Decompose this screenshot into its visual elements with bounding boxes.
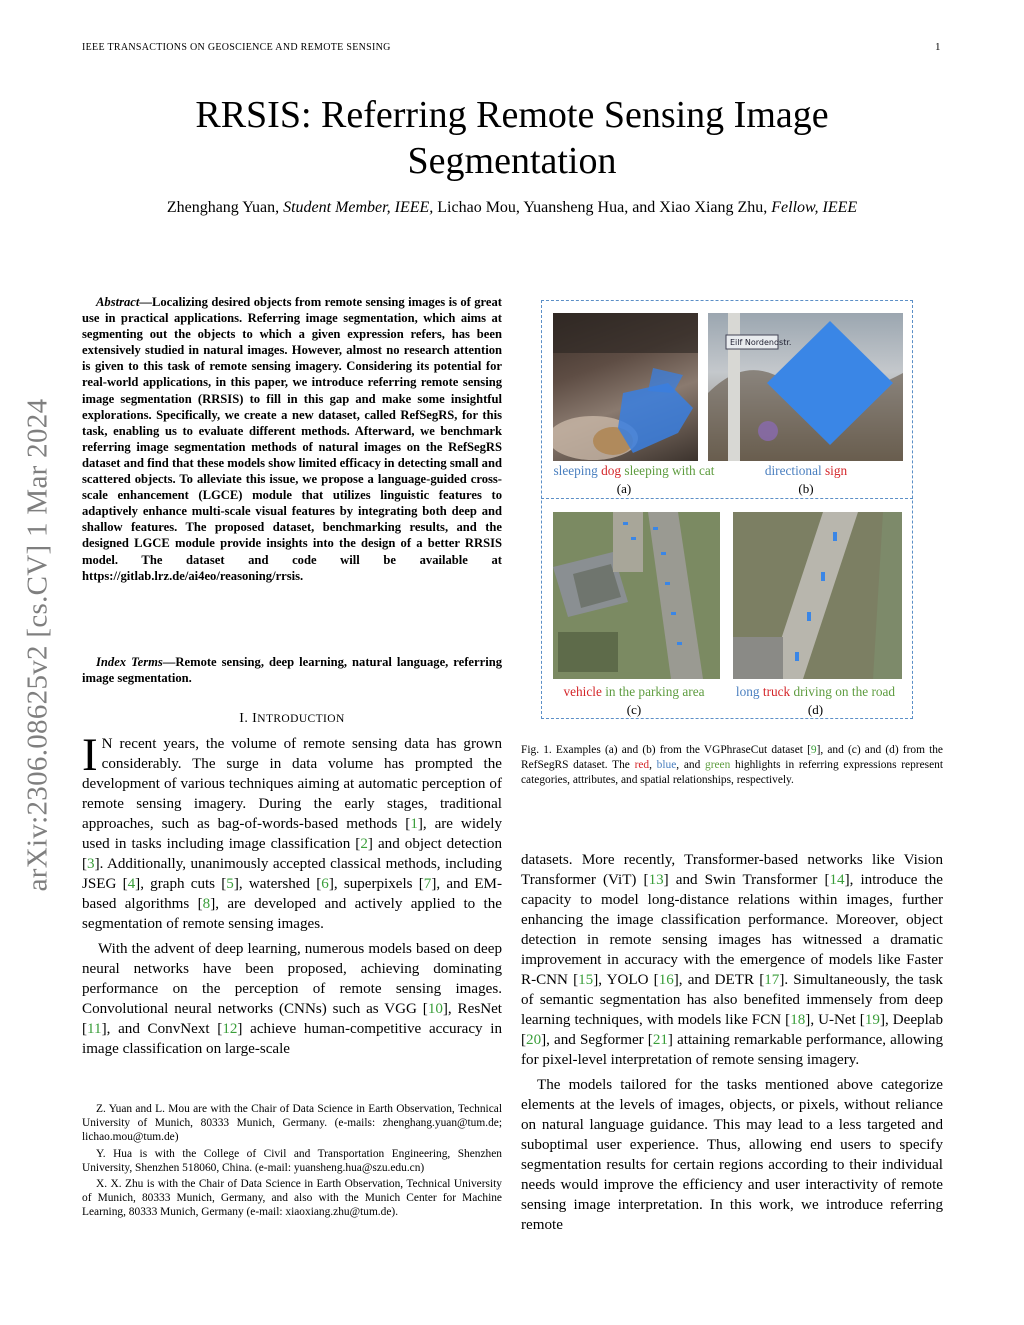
author-footnotes: [82, 1102, 502, 1222]
citation-link[interactable]: 16: [658, 972, 674, 988]
title-line-1: RRSIS: Referring Remote Sensing Image: [195, 94, 829, 136]
citation-link[interactable]: 3: [87, 856, 95, 872]
running-header: IEEE TRANSACTIONS ON GEOSCIENCE AND REMOTE SENSING: [82, 42, 391, 53]
citation-link[interactable]: 17: [764, 972, 780, 988]
intro-paragraph-1: I N recent years, the volume of remote sensing data has grown considerably. The surge in data volume has prompted the development of various techniques aiming at automatic perception of remote sensing imagery. During the early stages, traditional approaches, such as bag-of-words-based methods [1], are widely used in tasks including image classification [2] and object detection [3]. Additionally, unanimously accepted classical methods, including JSEG [4], graph cuts [5], watershed [6], superpixels [7], and EM-based algorithms [8], are developed and actively applied to the segmentation of remote sensing images.: [82, 729, 503, 932]
abstract-text: —Localizing desired objects from remote sensing images is of great use in practical applications. Referring image segmentation, which aims at segmenting out the objects to which a given expression refers, has been extensively studied in natural images. However, almost no research attention is given to this task of remote sensing imagery. Considering its potential for real-world applications, in this paper, we introduce referring remote sensing image segmentation (RRSIS) to fill in this gap and make some insightful explorations. Specifically, we create a new dataset, called RefSegRS, for this task, enabling us to evaluate different methods. Afterward, we benchmark referring image segmentation methods of natural images on the RefSegRS dataset and find that these models show limited efficacy in detecting small and scattered objects. To alleviate this issue, we propose a language-guided cross-scale enhancement (LGCE) module that utilizes linguistic features to adaptively enhance multi-scale visual features by integrating both deep and shallow features. The proposed dataset, benchmarking results, and the designed LGCE module provide insights into the design of a better RRSIS model. The dataset and code will be available at https://gitlab.lrz.de/ai4eo/reasoning/rrsis.: [82, 295, 502, 583]
footnote-3: X. X. Zhu is with the Chair of Data Science in Earth Observation, Technical University of Munich, 80333 Munich, Germany, and also with the Munich Center for Machine Learning, 80333 Munich, Germany (e-mail: xiaoxiang.zhu@tum.de).: [82, 1178, 502, 1219]
citation-link[interactable]: 2: [360, 836, 368, 852]
intro-paragraph-2: With the advent of deep learning, numerous models based on deep neural networks have been proposed, achieving dominating performance on the perception of remote sensing images. Convolutional neural networks (CNNs) such as VGG [10], ResNet [11], and ConvNext [12] achieve human-competitive accuracy in image classification on large-scale: [82, 941, 502, 1057]
citation-link[interactable]: 7: [423, 876, 432, 892]
caption-d-expression: long truck driving on the road: [735, 684, 896, 699]
arxiv-identifier: [8, 355, 68, 935]
citation-link[interactable]: 6: [321, 876, 329, 892]
footnote-1: Z. Yuan and L. Mou are with the Chair of Data Science in Earth Observation, Technical University of Munich, 80333 Munich, Germany. (e-mails: zhenghang.yuan@tum.de; lichao.mou@tum.de): [82, 1103, 502, 1144]
arxiv-identifier-text: arXiv:2306.08625v2 [cs.CV] 1 Mar 2024: [21, 398, 54, 892]
citation-link[interactable]: 18: [790, 1012, 806, 1028]
photo-sleeping-dog: [553, 313, 698, 461]
right-column-body: [521, 850, 943, 1235]
citation-link[interactable]: 13: [648, 872, 664, 888]
caption-b-expression: directional sign: [764, 463, 848, 478]
citation-link[interactable]: 9: [810, 744, 817, 756]
photo-road-aerial: [733, 512, 902, 679]
citation-link[interactable]: 21: [652, 1032, 668, 1048]
photo-directional-sign: [708, 313, 903, 461]
caption-d-label: (d): [807, 702, 824, 717]
abstract: [82, 294, 502, 584]
citation-link[interactable]: 15: [578, 972, 594, 988]
right-paragraph-1: datasets. More recently, Transformer-based networks like Vision Transformer (ViT) [13] and Swin Transformer [14], introduce the capacity to model long-distance relations within images, further enhancing the image classification performance. Moreover, object detection in remote sensing images has witnessed a dramatic improvement in accuracy with the emergence of models like Faster R-CNN [15], YOLO [16], and DETR [17]. Simultaneously, the task of semantic segmentation has also benefited immensely from deep learning techniques, with models like FCN [18], U-Net [19], Deeplab [20], and Segformer [21] attaining remarkable performance, allowing for pixel-level interpretation of remote sensing imagery.: [521, 852, 944, 1068]
title-line-2: Segmentation: [407, 140, 617, 182]
drop-cap: I: [82, 729, 98, 781]
author-1: Zhenghang Yuan,: [166, 199, 284, 216]
citation-link[interactable]: 4: [127, 876, 136, 892]
author-1-role: Student Member, IEEE,: [283, 199, 434, 216]
citation-link[interactable]: 11: [87, 1021, 102, 1037]
footnote-2: Y. Hua is with the College of Civil and Transportation Engineering, Shenzhen University, Shenzhen 518060, China. (e-mail: yuansheng.hua@szu.edu.cn): [82, 1147, 502, 1174]
index-terms-text: —Remote sensing, deep learning, natural language, referring image segmentation.: [82, 655, 502, 686]
caption-a-expression: sleeping dog sleeping with cat: [553, 463, 715, 478]
index-terms: [82, 654, 502, 686]
intro-body: [82, 729, 503, 1059]
figure-caption: Fig. 1. Examples (a) and (b) from the VGPhraseCut dataset [9], and (c) and (d) from the RefSegRS dataset. The red, blue, and green highlights in referring expressions represent categories, attributes, and spatial relationships, respectively.: [521, 744, 943, 786]
page-number: 1: [935, 41, 941, 53]
caption-a-label: (a): [616, 481, 632, 496]
author-4-role: Fellow, IEEE: [771, 199, 858, 216]
citation-link[interactable]: 14: [829, 872, 845, 888]
author-list: [0, 199, 1024, 217]
paper-title: [0, 92, 1024, 184]
caption-c-expression: vehicle in the parking area: [563, 684, 705, 699]
citation-link[interactable]: 19: [864, 1012, 880, 1028]
citation-link[interactable]: 1: [410, 816, 418, 832]
abstract-label: Abstract: [96, 295, 140, 309]
photo-parking-aerial: [553, 512, 720, 679]
caption-c-label: (c): [626, 702, 642, 717]
citation-link[interactable]: 10: [427, 1001, 443, 1017]
street-sign-text: Eilf Nordendstr.: [730, 338, 792, 347]
author-2-4: Lichao Mou, Yuansheng Hua, and Xiao Xiang Zhu,: [433, 199, 772, 216]
caption-b-label: (b): [798, 481, 814, 496]
citation-link[interactable]: 12: [222, 1021, 238, 1037]
citation-link[interactable]: 8: [202, 896, 211, 912]
citation-link[interactable]: 5: [226, 876, 234, 892]
right-paragraph-2: The models tailored for the tasks mentioned above categorize elements at the levels of images, objects, or pixels, without reliance on natural language guidance. This may lead to a less targeted and suboptimal user experience. Thus, allowing end users to specify segmentation results for certain regions according to their individual needs would improve the efficiency and user interactivity of remote sensing image interpretation. In this work, we introduce referring remote: [521, 1077, 943, 1233]
citation-link[interactable]: 20: [526, 1032, 542, 1048]
figure-divider: [541, 498, 913, 499]
index-terms-label: Index Terms: [96, 655, 163, 669]
section-heading: I. INTRODUCTION: [239, 711, 345, 726]
